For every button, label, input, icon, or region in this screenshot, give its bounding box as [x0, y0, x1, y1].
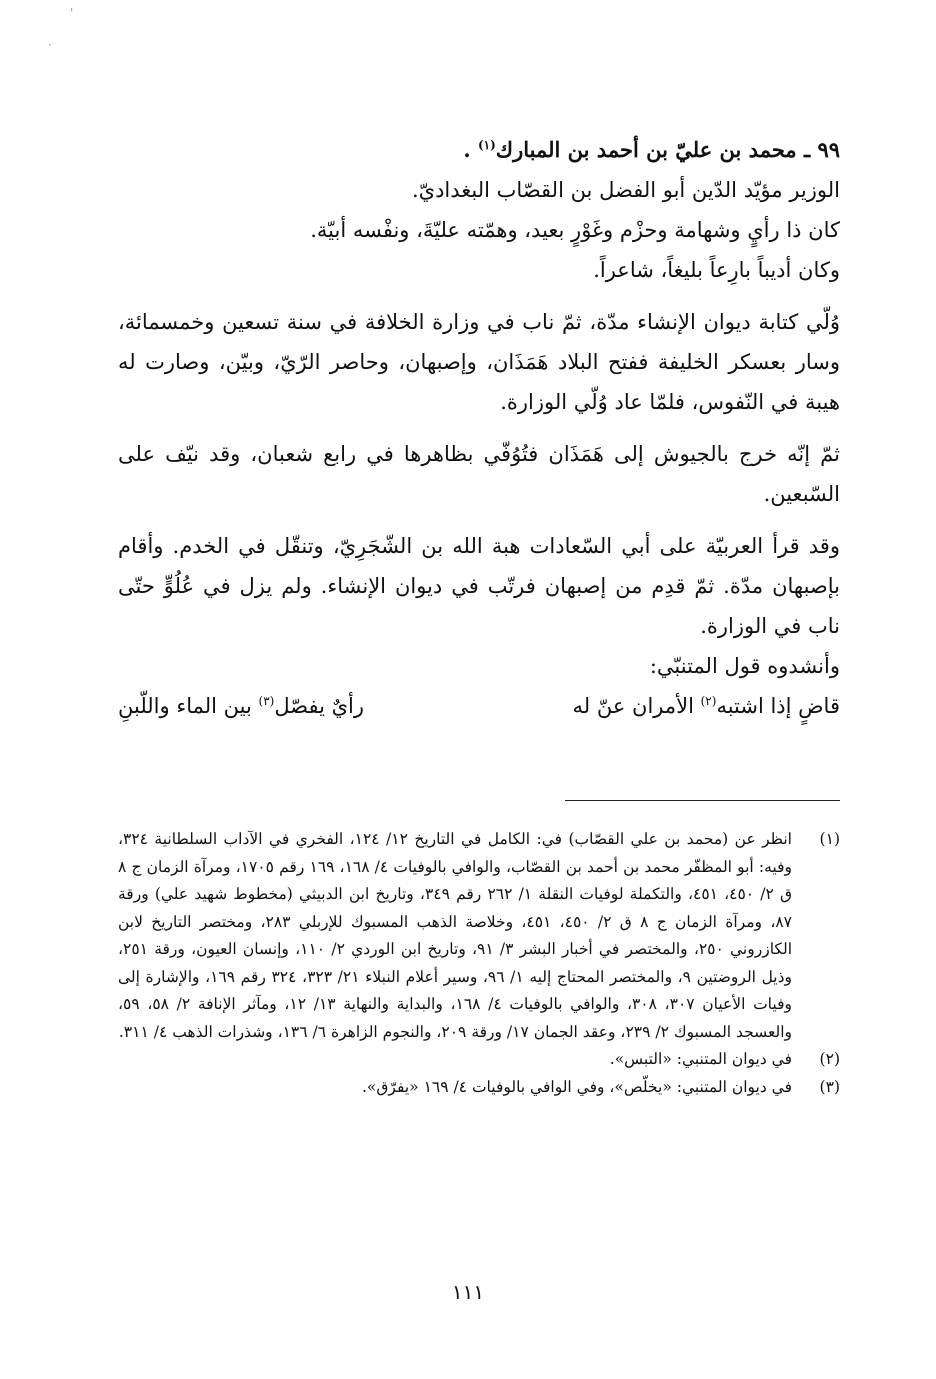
entry-title: محمد بن عليّ بن أحمد بن المبارك [495, 137, 797, 162]
paragraph: وقد قرأ العربيّة على أبي السّعادات هبة الله بن الشّجَرِيّ، وتنقّل في الخدم. وأقام بإصبهان مدّة. ثمّ قدِم من إصبهان فرتّب في ديوان الإنشاء. ولم يزل في عُلُوٍّ حتّى ناب في الوزارة. [118, 534, 840, 638]
paragraph: وُلّي كتابة ديوان الإنشاء مدّة، ثمّ ناب في وزارة الخلافة في سنة تسعين وخمسمائة، وسار بعسكر الخليفة ففتح البلاد هَمَذَان، وإصبهان، وحاصر الرّيّ، وبيّن، وصارت له هيبة في النّفوس، فلمّا عاد وُلّي الوزارة. [118, 310, 840, 414]
footnote-ref: (٢) [700, 694, 717, 708]
footnote-ref: (٣) [258, 694, 275, 708]
entry-line: كان ذا رأيٍ وشهامة وحزْم وغَوْرٍ بعيد، وهمّته عليّةَ، ونفْسه أبيّة. [310, 218, 840, 242]
entry-line: الوزير مؤيّد الدّين أبو الفضل بن القصّاب البغداديّ. [411, 178, 840, 202]
verse-intro: وأنشدوه قول المتنبّي: [649, 654, 840, 678]
footnote-item [118, 1074, 840, 1102]
footnote-item [118, 1046, 840, 1074]
footnote-item [118, 826, 840, 1046]
main-text [118, 130, 840, 726]
margin-mark: ' [70, 6, 74, 20]
entry-number: ٩٩ [817, 137, 840, 162]
footnote-number: (٢) [819, 1050, 840, 1068]
footnote-text: في ديوان المتنبي: «يخلّص»، وفي الوافي بالوفيات ٤/ ١٦٩ «يفرّق». [362, 1077, 792, 1096]
margin-mark: · [48, 38, 52, 52]
footnote-divider [565, 800, 840, 801]
entry-heading: ٩٩ ـ محمد بن عليّ بن أحمد بن المبارك$^{(١)}$ . [463, 137, 840, 162]
poem-verse [118, 686, 840, 726]
verse-hemistich-2: رأيٌ يفصّل$^{(٣)}$ بين الماء واللّبنِ [118, 694, 364, 718]
footnote-number: (٣) [819, 1077, 840, 1096]
paragraph: ثمّ إنّه خرج بالجيوش إلى هَمَذَان فتُوُفّي بظاهرها في رابع شعبان، وقد نيّف على السّبعين. [118, 442, 840, 506]
footnotes [118, 826, 840, 1101]
page-number: ١١١ [451, 1280, 485, 1304]
footnote-number: (١) [819, 830, 840, 848]
footnote-text: في ديوان المتنبي: «التبس». [609, 1050, 792, 1068]
verse-hemistich-1: قاضٍ إذا اشتبه$^{(٢)}$ الأمران عنّ له [572, 694, 840, 718]
entry-line: وكان أديباً بارِعاً بليغاً، شاعراً. [593, 258, 840, 282]
footnote-text: انظر عن (محمد بن علي القصّاب) في: الكامل في التاريخ ١٢/ ١٢٤، الفخري في الآداب السلطانية ٣٢٤، وفيه: أبو المظفّر محمد بن أحمد بن القصّاب، والوافي بالوفيات ٤/ ١٦٨، ١٦٩ رقم ١٧٠٥، ومرآة الزمان ج ٨ ق ٢/ ٤٥٠، ٤٥١، والتكملة لوفيات النقلة ١/ ٢٦٢ رقم ٣٤٩، وتاريخ ابن الدبيثي (مخطوط شهيد علي) ورقة ٨٧، ومرآة الزمان ج ٨ ق ٢/ ٤٥٠، ٤٥١، وخلاصة الذهب المسبوك للإربلي ٢٨٣، ومختصر التاريخ لابن الكازروني ٢٥٠، والمختصر في أخبار البشر ٣/ ٩١، وتاريخ ابن الوردي ٢/ ١١٠، وإنسان العيون، ورقة ٢٥١، وذيل الروضتين ٩، والمختصر المحتاج إليه ١/ ٩٦، وسير أعلام النبلاء ٢١/ ٣٢٣، ٣٢٤ رقم ١٦٩، والإشارة إلى وفيات الأعيان ٣٠٧، ٣٠٨، والوافي بالوفيات ٤/ ١٦٨، والبداية والنهاية ١٣/ ١٢، ومآثر الإنافة ٢/ ٥٨، ٥٩، والعسجد المسبوك ٢/ ٢٣٩، وعقد الجمان ١٧/ ورقة ٢٠٩، والنجوم الزاهرة ٦/ ١٣٦، وشذرات الذهب ٤/ ٣١١. [118, 830, 793, 1041]
footnote-ref: (١) [477, 138, 496, 152]
